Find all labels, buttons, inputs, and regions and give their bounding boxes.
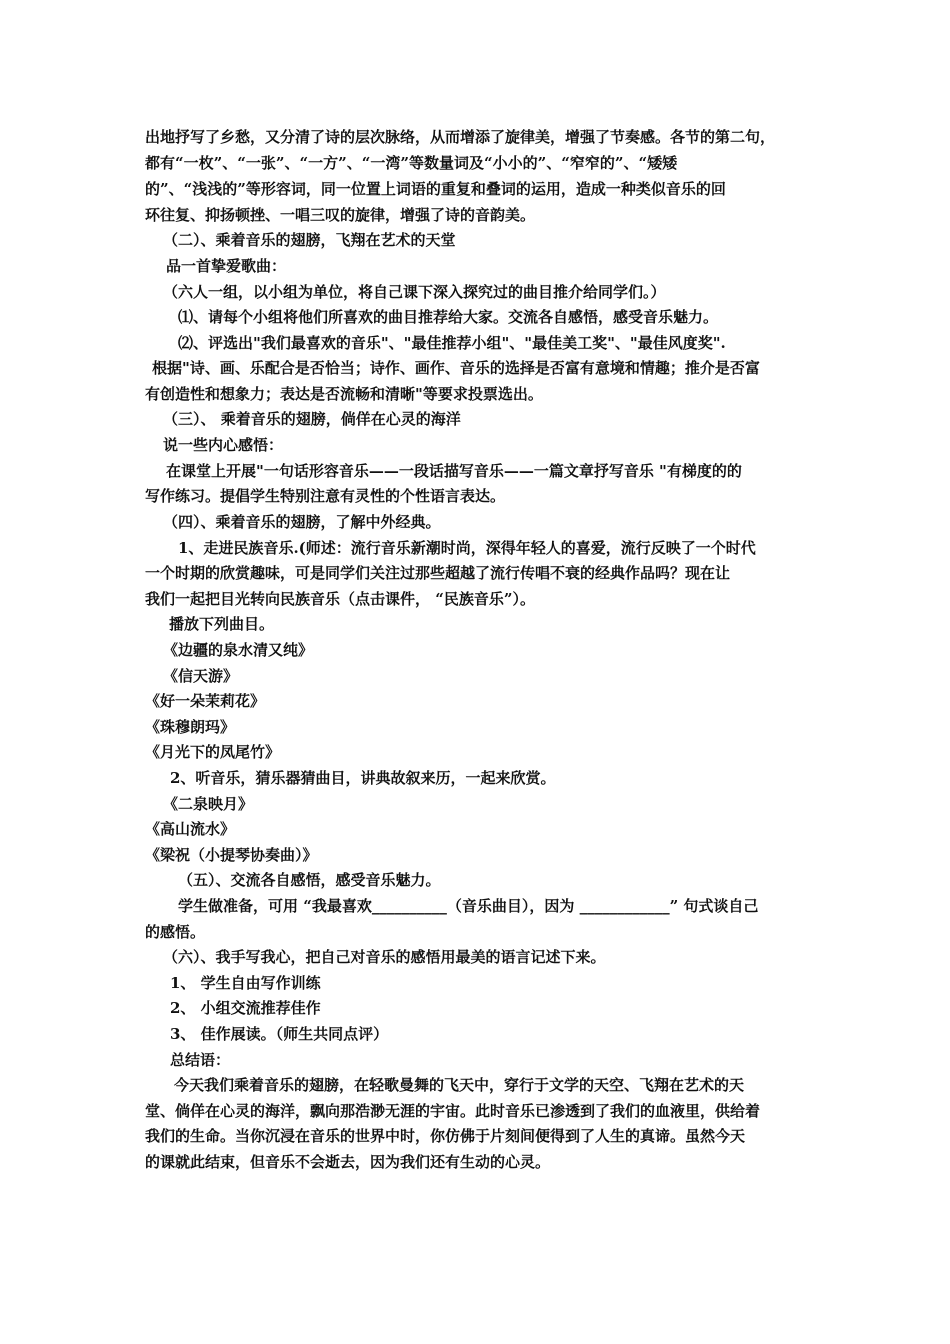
section-5-heading: （五）、交流各自感悟，感受音乐魅力。: [178, 871, 441, 889]
section-3-subheading: 说一些内心感悟：: [163, 436, 284, 454]
song-title: 《边疆的泉水清又纯》: [163, 641, 314, 659]
summary-heading: 总结语：: [170, 1051, 231, 1069]
summary-line-1: 今天我们乘着音乐的翅膀，在轻歌曼舞的飞天中，穿行于文学的天空、飞翔在艺术的天: [174, 1076, 745, 1094]
section-2-item-2: ⑵、评选出"我们最喜欢的音乐"、"最佳推荐小组"、"最佳美工奖"、"最佳风度奖".: [178, 334, 726, 352]
section-6-heading: （六）、我手写我心，把自己对音乐的感悟用最美的语言记述下来。: [163, 948, 606, 966]
section-4-play-list-intro: 播放下列曲目。: [169, 615, 275, 633]
song-title: 《高山流水》: [145, 820, 236, 838]
section-4-item-2: 2、听音乐，猜乐器猜曲目，讲典故叙来历，一起来欣赏。: [170, 769, 556, 787]
para-1-line-4: 环往复、抑扬顿挫、一唱三叹的旋律，增强了诗的音韵美。: [145, 206, 536, 224]
section-3-para-line-1: 在课堂上开展"一句话形容音乐——一段话描写音乐——一篇文章抒写音乐 "有梯度的的: [166, 462, 742, 480]
song-title: 《梁祝（小提琴协奏曲）》: [145, 846, 318, 864]
para-1-line-1: 出地抒写了乡愁，又分清了诗的层次脉络，从而增添了旋律美，增强了节奏感。各节的第二句，: [145, 128, 776, 146]
song-title: 《二泉映月》: [163, 795, 254, 813]
summary-line-3: 我们的生命。当你沉浸在音乐的世界中时，你仿佛于片刻间便得到了人生的真谛。虽然今天: [145, 1127, 746, 1145]
section-2-criteria-line-2: 有创造性和想象力；表达是否流畅和清晰"等要求投票选出。: [145, 385, 543, 403]
section-2-criteria-line-1: 根据"诗、画、乐配合是否恰当；诗作、画作、音乐的选择是否富有意境和情趣；推介是否富: [152, 359, 760, 377]
section-2-heading: （二）、乘着音乐的翅膀，飞翔在艺术的天堂: [163, 231, 456, 249]
section-3-para-line-2: 写作练习。提倡学生特别注意有灵性的个性语言表达。: [145, 487, 506, 505]
section-2-item-1: ⑴、请每个小组将他们所喜欢的曲目推荐给大家。交流各自感悟，感受音乐魅力。: [178, 308, 719, 326]
song-title: 《信天游》: [163, 667, 239, 685]
section-5-para-line-2: 的感悟。: [145, 923, 206, 941]
section-4-item-1-line-3: 我们一起把目光转向民族音乐（点击课件， “民族音乐”）。: [145, 590, 535, 608]
section-4-item-1-line-1: 1、走进民族音乐.(师述：流行音乐新潮时尚，深得年轻人的喜爱，流行反映了一个时代: [178, 539, 756, 557]
song-title: 《珠穆朗玛》: [145, 718, 236, 736]
para-1-line-3: 的”、“浅浅的”等形容词，同一位置上词语的重复和叠词的运用，造成一种类似音乐的回: [145, 180, 726, 198]
para-1-line-2: 都有“一枚”、“一张”、“一方”、“一湾”等数量词及“小小的”、“窄窄的”、“矮矮: [145, 154, 678, 172]
song-title: 《好一朵茉莉花》: [145, 692, 266, 710]
section-2-subheading: 品一首挚爱歌曲：: [166, 257, 287, 275]
section-5-para-line-1: 学生做准备，可用 “我最喜欢__________（音乐曲目），因为 ____________” 句式谈自己: [178, 897, 759, 915]
section-4-item-1-line-2: 一个时期的欣赏趣味，可是同学们关注过那些超越了流行传唱不衰的经典作品吗？现在让: [145, 564, 731, 582]
section-6-item-1: 1、 学生自由写作训练: [170, 974, 321, 992]
section-6-item-3: 3、 佳作展读。（师生共同点评）: [170, 1025, 389, 1043]
summary-line-4: 的课就此结束，但音乐不会逝去，因为我们还有生动的心灵。: [145, 1153, 551, 1171]
section-3-heading: （三）、 乘着音乐的翅膀，倘佯在心灵的海洋: [163, 410, 461, 428]
summary-line-2: 堂、倘佯在心灵的海洋，飘向那浩渺无涯的宇宙。此时音乐已渗透到了我们的血液里，供给着: [145, 1102, 761, 1120]
song-title: 《月光下的凤尾竹》: [145, 743, 281, 761]
section-2-note: （六人一组，以小组为单位，将自己课下深入探究过的曲目推介给同学们。）: [163, 283, 666, 301]
section-6-item-2: 2、 小组交流推荐佳作: [170, 999, 321, 1017]
section-4-heading: （四）、乘着音乐的翅膀，了解中外经典。: [163, 513, 441, 531]
